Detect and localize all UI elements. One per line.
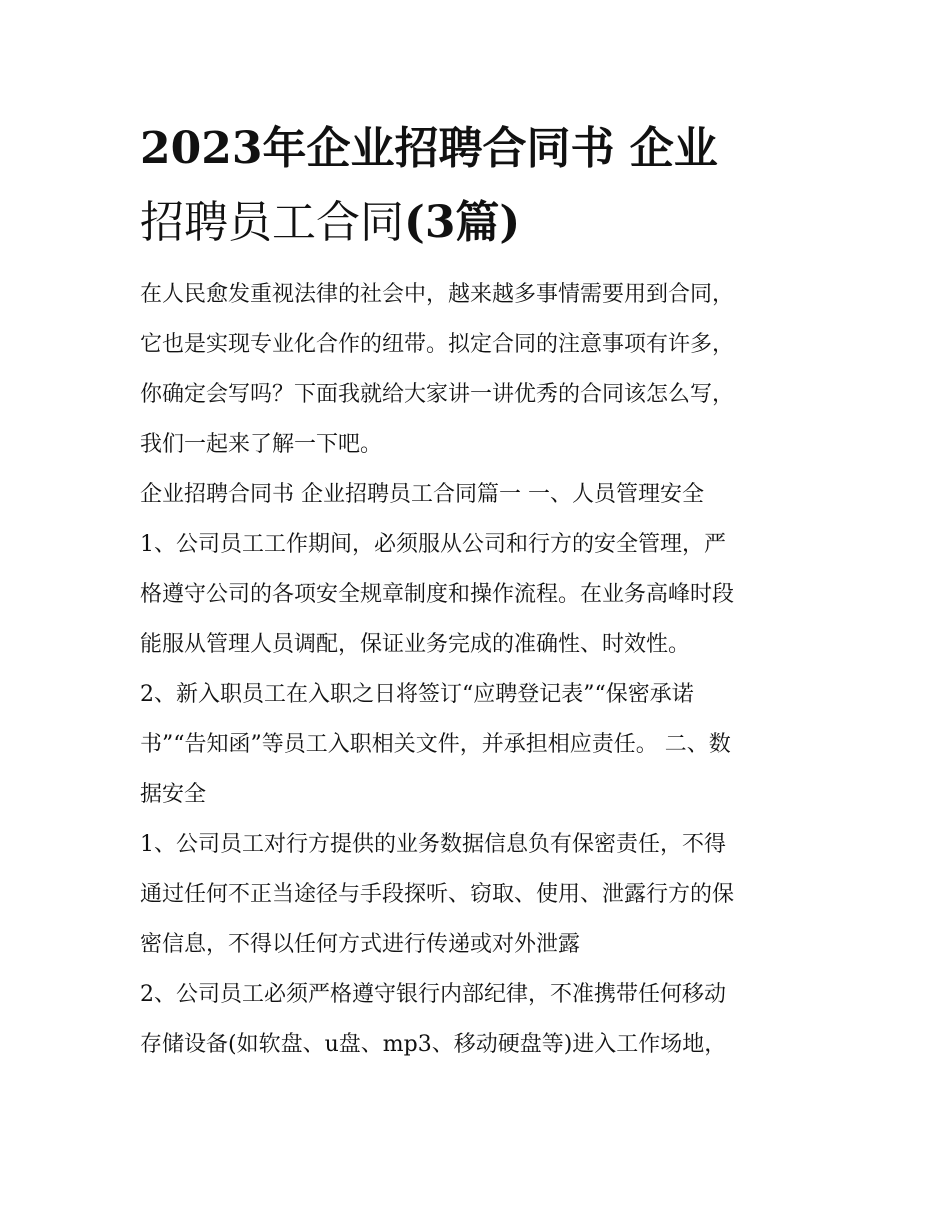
text-line: 密信息，不得以任何方式进行传递或对外泄露 [140,932,581,957]
text-line: 存储设备(如软盘、u盘、mp3、移动硬盘等)进入工作场地， [140,1032,727,1057]
text-line: 我们一起来了解一下吧。 [140,432,383,457]
text-line: 你确定会写吗？下面我就给大家讲一讲优秀的合同该怎么写， [140,382,735,407]
text-line: 通过任何不正当途径与手段探听、窃取、使用、泄露行方的保 [140,882,735,907]
text-line: 它也是实现专业化合作的纽带。拟定合同的注意事项有许多， [140,332,735,357]
text-line: 2、公司员工必须严格遵守银行内部纪律，不准携带任何移动 [140,982,726,1007]
paragraph-data-item-2 [140,970,820,1070]
text-line: 能服从管理人员调配，保证业务完成的准确性、时效性。 [140,632,691,657]
title-line-2 [140,186,820,260]
title-line-2-suffix: (3篇) [404,197,521,248]
text-line: 企业招聘合同书 企业招聘员工合同篇一 一、人员管理安全 [140,482,704,507]
text-line: 在人民愈发重视法律的社会中，越来越多事情需要用到合同， [140,282,735,307]
text-line: 1、公司员工对行方提供的业务数据信息负有保密责任，不得 [140,832,726,857]
paragraph-section-heading [140,470,820,520]
title-line-2-text: 招聘员工合同 [140,197,404,248]
text-line: 格遵守公司的各项安全规章制度和操作流程。在业务高峰时段 [140,582,735,607]
text-line: 据安全 [140,782,207,807]
paragraph-item-2 [140,670,820,820]
paragraph-intro [140,270,820,470]
text-line: 1、公司员工工作期间，必须服从公司和行方的安全管理，严 [140,532,726,557]
document-title [140,112,820,260]
title-line-1: 2023年企业招聘合同书 企业 [140,123,718,174]
text-line: 2、新入职员工在入职之日将签订“应聘登记表”“保密承诺 [140,682,694,707]
document-body [140,112,820,1070]
paragraph-item-1 [140,520,820,670]
paragraph-data-item-1 [140,820,820,970]
text-line: 书”“告知函”等员工入职相关文件，并承担相应责任。 二、数 [140,732,731,757]
